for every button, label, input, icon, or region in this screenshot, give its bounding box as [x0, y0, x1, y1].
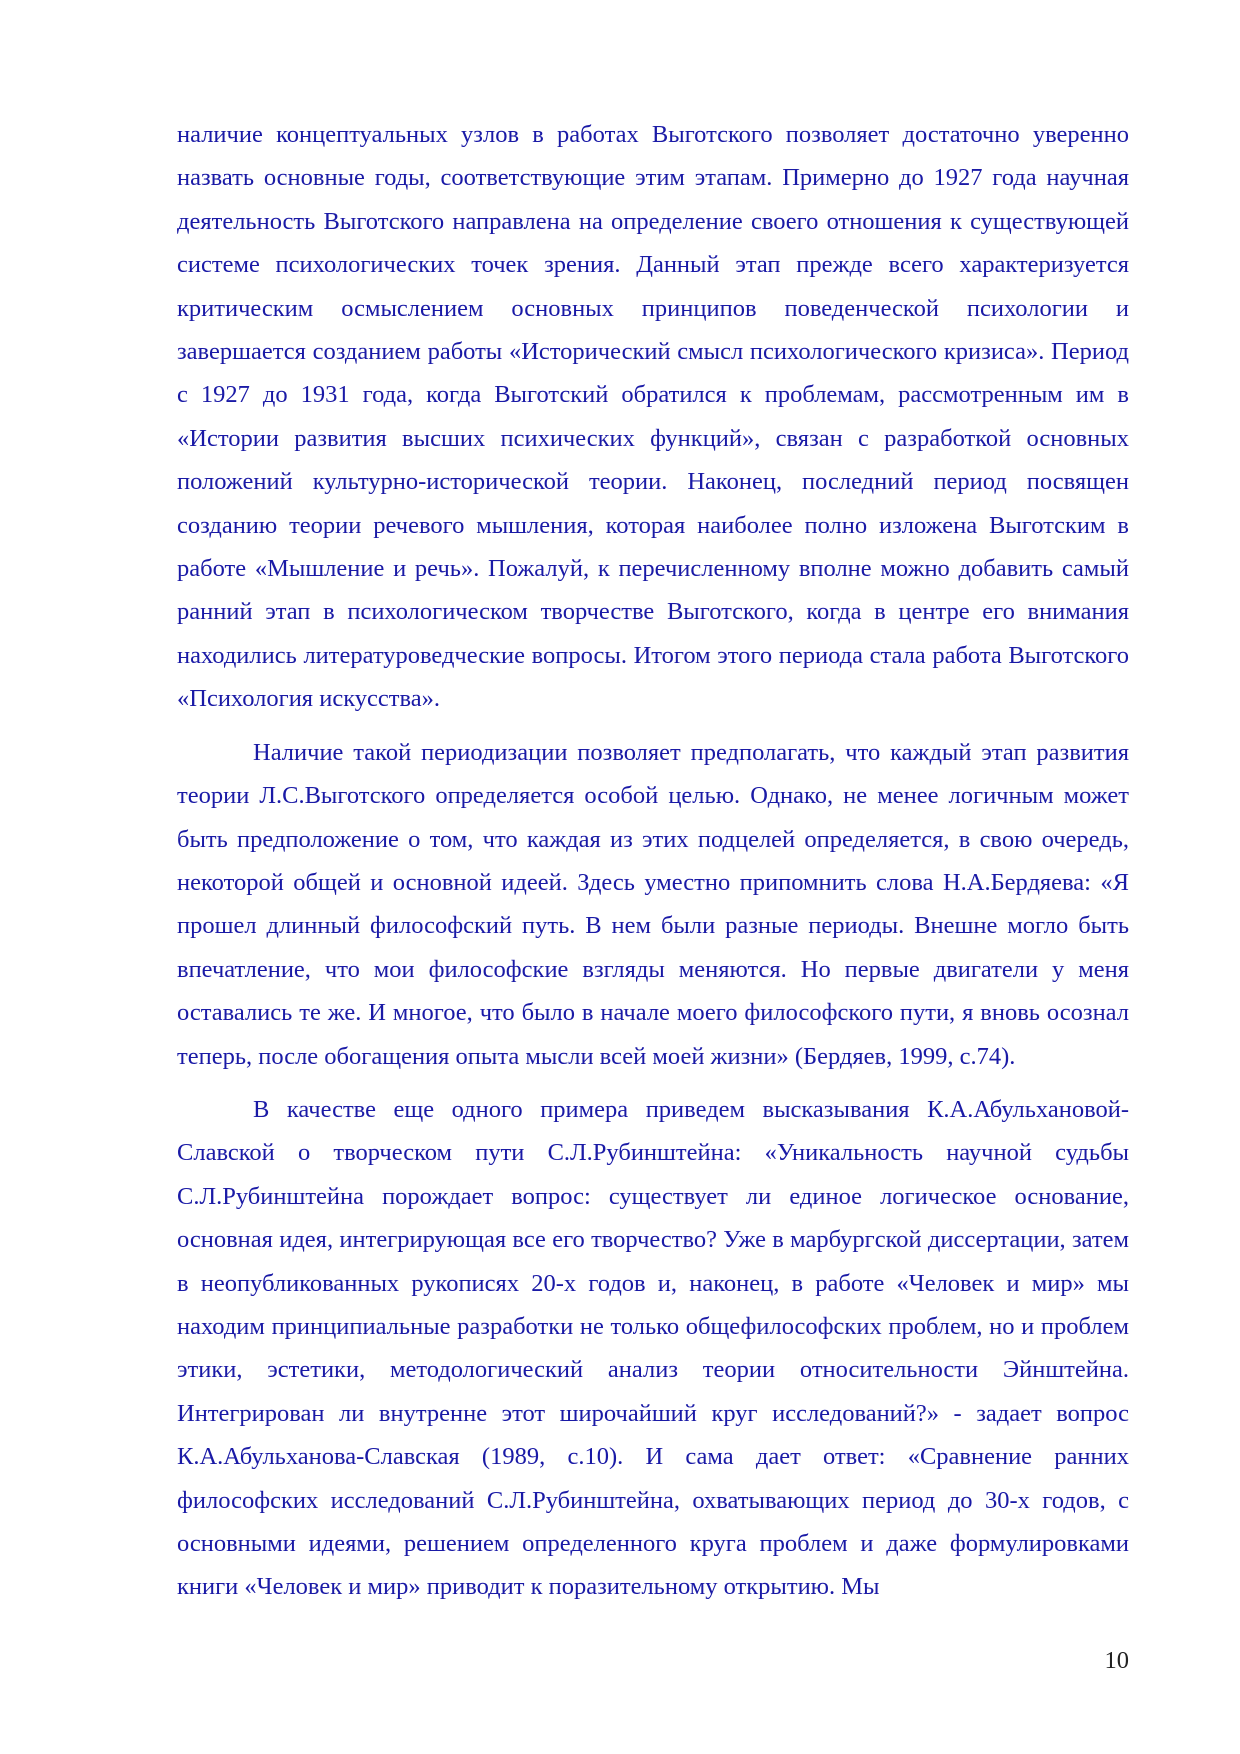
paragraph-2: Наличие такой периодизации позволяет предполагать, что каждый этап развития теории Л.С.Выготского определяется особой целью. Однако, не менее логичным может быть предположение о том, что каждая из этих подцелей определяется, в свою очередь, некоторой общей и основной идеей. Здесь уместно припомнить слова Н.А.Бердяева: «Я прошел длинный философский путь. В нем были разные периоды. Внешне могло быть впечатление, что мои философские взгляды меняются. Но первые двигатели у меня оставались те же. И многое, что было в начале моего философского пути, я вновь осознал теперь, после обогащения опыта мысли всей моей жизни» (Бердяев, 1999, с.74).: [177, 738, 1129, 1070]
body-text: [177, 113, 1129, 1619]
paragraph-3: В качестве еще одного примера приведем высказывания К.А.Абульхановой-Славской о творческом пути С.Л.Рубинштейна: «Уникальность научной судьбы С.Л.Рубинштейна порождает вопрос: существует ли единое логическое основание, основная идея, интегрирующая все его творчество? Уже в марбургской диссертации, затем в неопубликованных рукописях 20-х годов и, наконец, в работе «Человек и мир» мы находим принципиальные разработки не только общефилософских проблем, но и проблем этики, эстетики, методологический анализ теории относительности Эйнштейна. Интегрирован ли внутренне этот широчайший круг исследований?» - задает вопрос К.А.Абульханова-Славская (1989, с.10). И сама дает ответ: «Сравнение ранних философских исследований С.Л.Рубинштейна, охватывающих период до 30-х годов, с основными идеями, решением определенного круга проблем и даже формулировками книги «Человек и мир» приводит к поразительному открытию. Мы: [177, 1095, 1129, 1601]
paragraph-1: наличие концептуальных узлов в работах Выготского позволяет достаточно уверенно назвать основные годы, соответствующие этим этапам. Примерно до 1927 года научная деятельность Выготского направлена на определение своего отношения к существующей системе психологических точек зрения. Данный этап прежде всего характеризуется критическим осмыслением основных принципов поведенческой психологии и завершается созданием работы «Исторический смысл психологического кризиса». Период с 1927 до 1931 года, когда Выготский обратился к проблемам, рассмотренным им в «Истории развития высших психических функций», связан с разработкой основных положений культурно-исторической теории. Наконец, последний период посвящен созданию теории речевого мышления, которая наиболее полно изложена Выготским в работе «Мышление и речь». Пожалуй, к перечисленному вполне можно добавить самый ранний этап в психологическом творчестве Выготского, когда в центре его внимания находились литературоведческие вопросы. Итогом этого периода стала работа Выготского «Психология искусства».: [177, 121, 1129, 713]
page-number: 10: [1104, 1647, 1129, 1674]
